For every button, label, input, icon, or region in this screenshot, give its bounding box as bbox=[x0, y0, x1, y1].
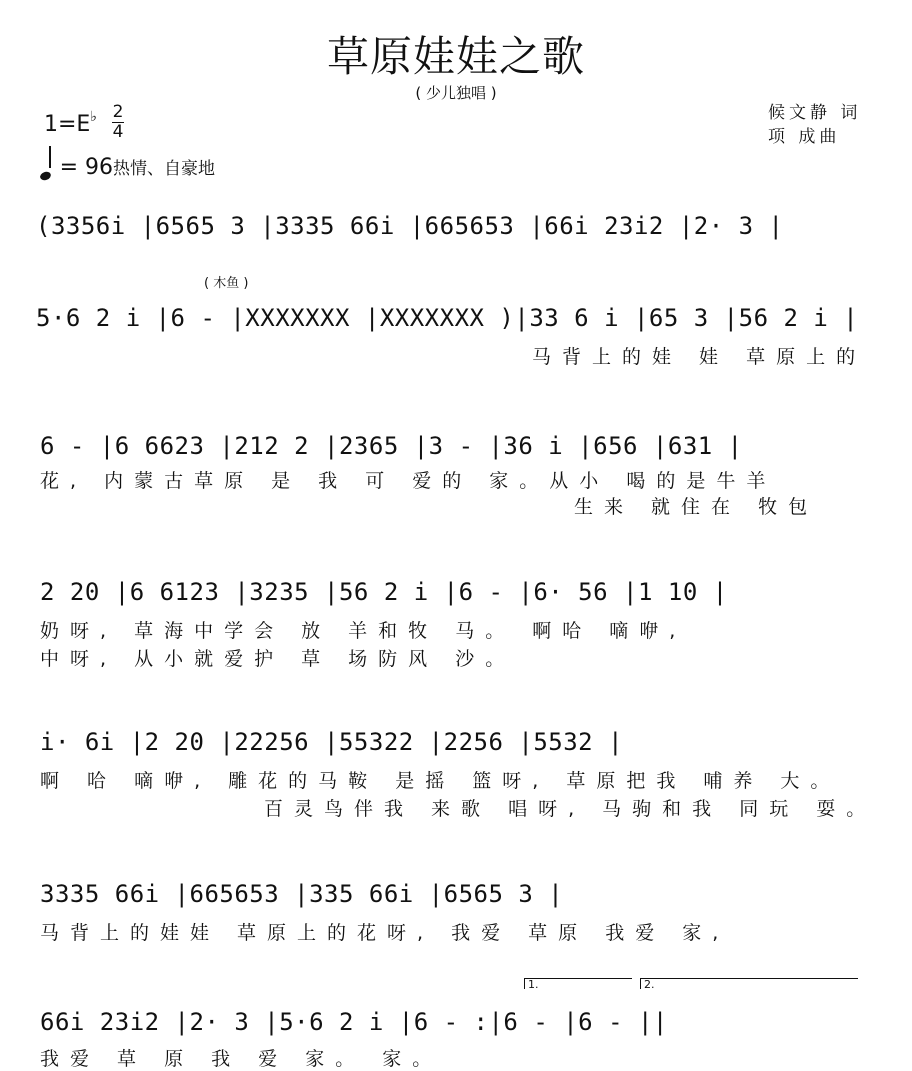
lyric-row-6: 马背上的娃娃 草原上的花呀, 我爱 草原 我爱 家, bbox=[40, 922, 730, 944]
quarter-note-icon bbox=[39, 170, 52, 181]
lyric-row-7: 我爱 草 原 我 爱 家。 家。 bbox=[40, 1048, 443, 1070]
volta-bracket-1: 1. bbox=[524, 978, 632, 989]
lyric-row-5-verse-1: 啊 哈 嘀咿, 雕花的马鞍 是摇 篮呀, 草原把我 哺养 大。 bbox=[40, 770, 841, 792]
lyric-row-2: 马背上的娃 娃 草原上的 bbox=[532, 346, 867, 368]
score-row-1: (3356i |6565 3 |3335 66i |665653 |66i 23i2 |2· 3 | bbox=[36, 212, 784, 240]
score-row-6: 3335 66i |665653 |335 66i |6565 3 | bbox=[40, 880, 564, 908]
song-subtitle: ( 少儿独唱 ) bbox=[415, 84, 497, 102]
lyric-row-5-verse-2: 百灵鸟伴我 来歌 唱呀, 马驹和我 同玩 耍。 bbox=[264, 798, 877, 820]
score-row-5: i· 6i |2 20 |22256 |55322 |2256 |5532 | bbox=[40, 728, 624, 756]
score-row-7: 66i 23i2 |2· 3 |5·6 2 i |6 - :|6 - |6 - || bbox=[40, 1008, 668, 1036]
composer-credit: 项 成曲 bbox=[768, 127, 841, 147]
lyricist-credit: 候文静 词 bbox=[768, 103, 862, 123]
tempo-style: 热情、自豪地 bbox=[113, 159, 216, 179]
time-bottom: 4 bbox=[112, 122, 124, 142]
score-row-2: 5·6 2 i |6 - |XXXXXXX |XXXXXXX )|33 6 i |65 3 |56 2 i | bbox=[36, 304, 859, 332]
score-row-3: 6 - |6 6623 |212 2 |2365 |3 - |36 i |656 |631 | bbox=[40, 432, 743, 460]
key-label: 1=E bbox=[44, 112, 91, 137]
lyric-row-4-verse-2: 中呀, 从小就爱护 草 场防风 沙。 bbox=[40, 648, 516, 670]
volta-bracket-2: 2. bbox=[640, 978, 858, 989]
instrument-label: ( 木鱼 ) bbox=[204, 276, 249, 291]
tempo-marking bbox=[40, 152, 215, 180]
song-title: 草原娃娃之歌 bbox=[326, 32, 585, 81]
time-signature bbox=[112, 104, 124, 141]
lyric-row-4-verse-1: 奶呀, 草海中学会 放 羊和牧 马。 啊哈 嘀咿, bbox=[40, 620, 687, 642]
time-top: 2 bbox=[112, 102, 124, 122]
key-signature bbox=[44, 109, 97, 137]
tempo-value: = 96 bbox=[59, 155, 114, 180]
lyric-row-3-verse-1: 花, 内蒙古草原 是 我 可 爱的 家。从小 喝的是牛羊 bbox=[40, 470, 777, 492]
score-row-4: 2 20 |6 6123 |3235 |56 2 i |6 - |6· 56 |1 10 | bbox=[40, 578, 728, 606]
flat-sign: ♭ bbox=[90, 109, 97, 125]
lyric-row-3-verse-2: 生来 就住在 牧包 bbox=[574, 496, 819, 518]
